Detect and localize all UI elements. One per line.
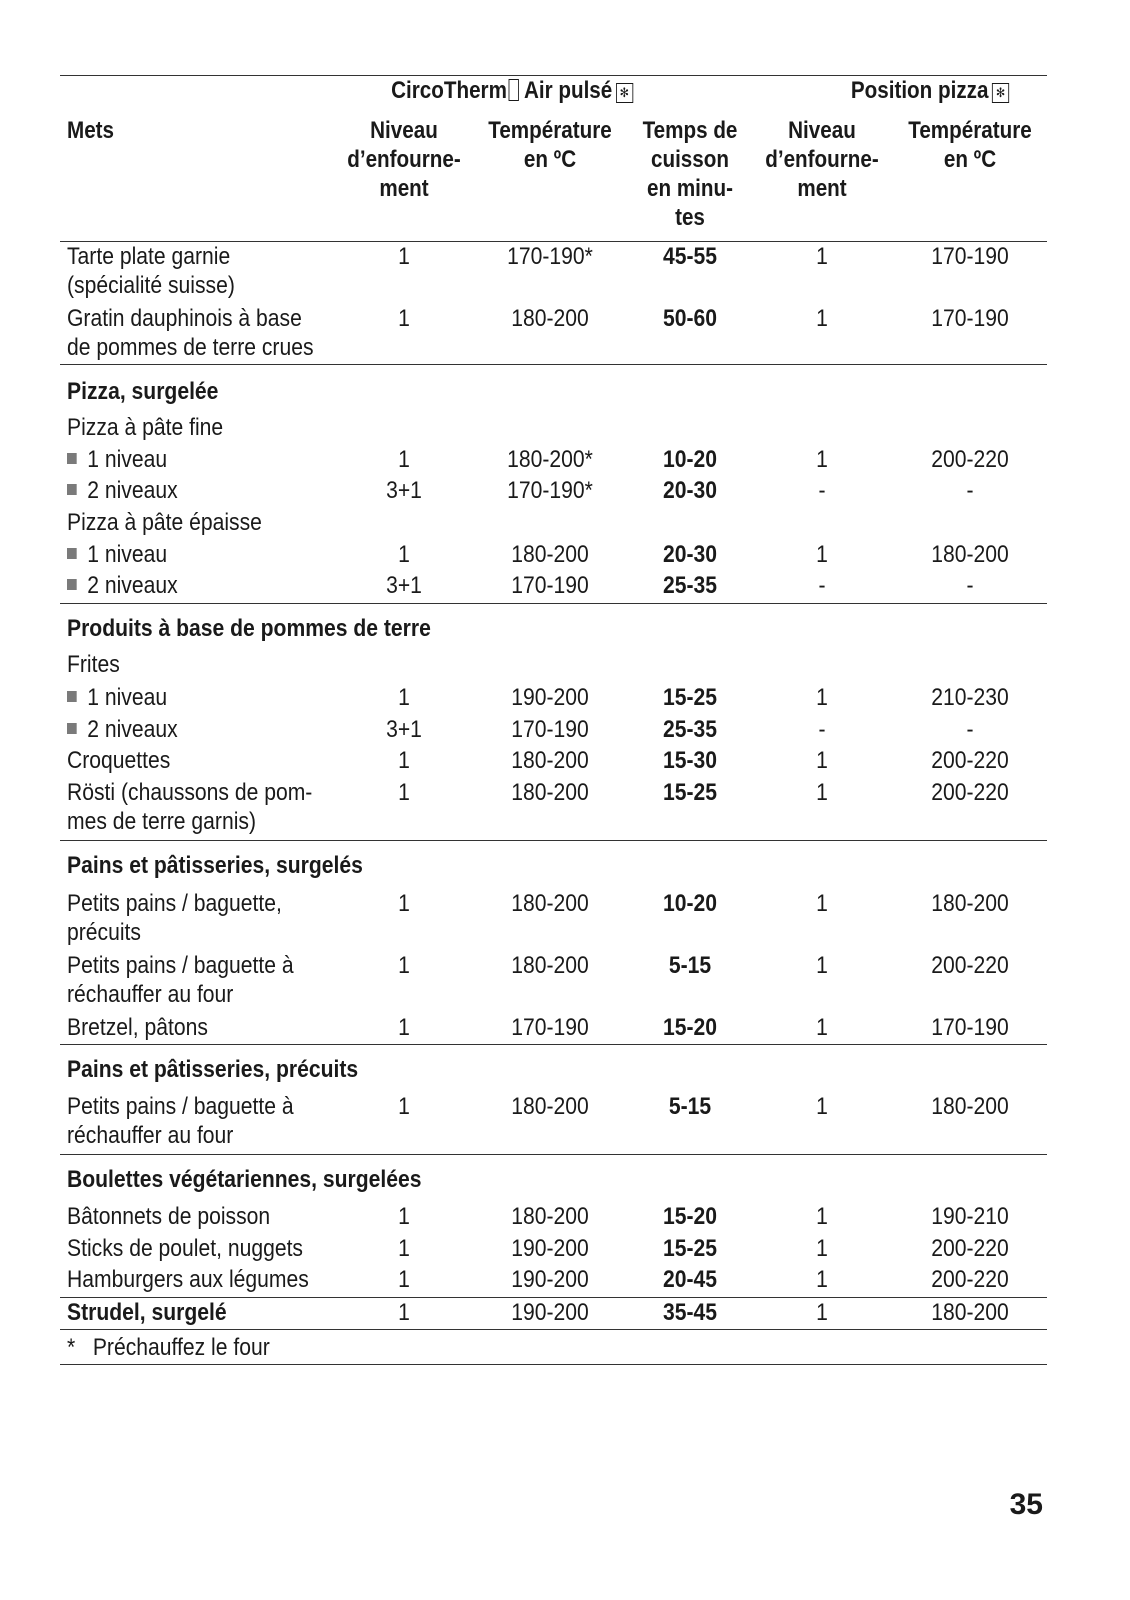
bullet-square-icon [67, 691, 77, 702]
header-circotherm: CircoTherm Air pulsé ✻ [366, 76, 658, 105]
col-pizza-niveau: Niveau d’enfourne- ment [765, 117, 879, 202]
group-strudel: Strudel, surgelé 1 190-200 35-45 1 180-200 [60, 1298, 1047, 1330]
col-mets: Mets [67, 117, 115, 144]
group-potato: Produits à base de pommes de terre Frites 1 niveau 1 190-200 15-25 1 210-230 2 niveaux 3+1 170-190 25-35 - - Croquettes 1 180-200 15-30 1 200-220 Rösti (chaussons de pom- mes de terre garnis) 1 180-200 15-25 1 200-220 [60, 604, 1047, 841]
header-position-pizza: Position pizza ✻ [814, 76, 1046, 105]
bullet-square-icon [67, 548, 77, 559]
table-header [60, 76, 1047, 242]
section-title: Pizza, surgelée [67, 378, 219, 405]
col-temperature: Température en ºC [488, 117, 612, 173]
group-breads-precooked: Pains et pâtisseries, précuits Petits pains / baguette à réchauffer au four 1 180-200 5-15 1 180-200 [60, 1045, 1047, 1155]
section-title: Pains et pâtisseries, surgelés [67, 852, 363, 879]
col-temps-cuisson: Temps de cuisson en minu- tes [642, 117, 738, 231]
footnote [60, 1330, 1047, 1364]
section-title: Pains et pâtisseries, précuits [67, 1056, 359, 1083]
group-breads-frozen: Pains et pâtisseries, surgelés Petits pains / baguette, précuits 1 180-200 10-20 1 180-200 Petits pains / baguette à réchauffer au four 1 180-200 5-15 1 200-220 Bretzel, pâtons 1 170-190 15-20 1 170-190 [60, 841, 1047, 1045]
group-vegetarian: Boulettes végétariennes, surgelées Bâtonnets de poisson 1 180-200 15-20 1 190-210 Sticks de poulet, nuggets 1 190-200 15-25 1 200-220 Hamburgers aux légumes 1 190-200 20-45 1 200-220 [60, 1155, 1047, 1298]
footnote-star: * [67, 1334, 76, 1361]
group-pizza: Pizza, surgelée Pizza à pâte fine 1 niveau 1 180-200* 10-20 1 200-220 2 niveaux 3+1 170-190* 20-30 - - Pizza à pâte épaisse 1 niveau 1 180-200 20-30 1 180-200 2 niveaux 3+1 170-190 25-35 - - [60, 365, 1047, 604]
bullet-square-icon [67, 723, 77, 734]
group-misc: Tarte plate garnie (spécialité suisse) 1 170-190* 45-55 1 170-190 Gratin dauphinois à base de pommes de terre crues 1 180-200 50-60 1 170-190 [60, 242, 1047, 365]
col-niveau: Niveau d’enfourne- ment [347, 117, 461, 202]
col-pizza-temperature: Température en ºC [908, 117, 1032, 173]
section-title: Boulettes végétariennes, surgelées [67, 1166, 422, 1193]
pizza-fan-icon: ✻ [992, 83, 1009, 103]
section-title: Produits à base de pommes de terre [67, 615, 431, 642]
page-number: 35 [1009, 1488, 1043, 1521]
box-glyph-icon [509, 79, 519, 101]
bullet-square-icon [67, 579, 77, 590]
bullet-square-icon [67, 484, 77, 495]
footnote-text: Préchauffez le four [92, 1334, 270, 1361]
cooking-table [60, 75, 1047, 1365]
bullet-square-icon [67, 453, 77, 464]
fan-icon: ✻ [616, 83, 633, 103]
